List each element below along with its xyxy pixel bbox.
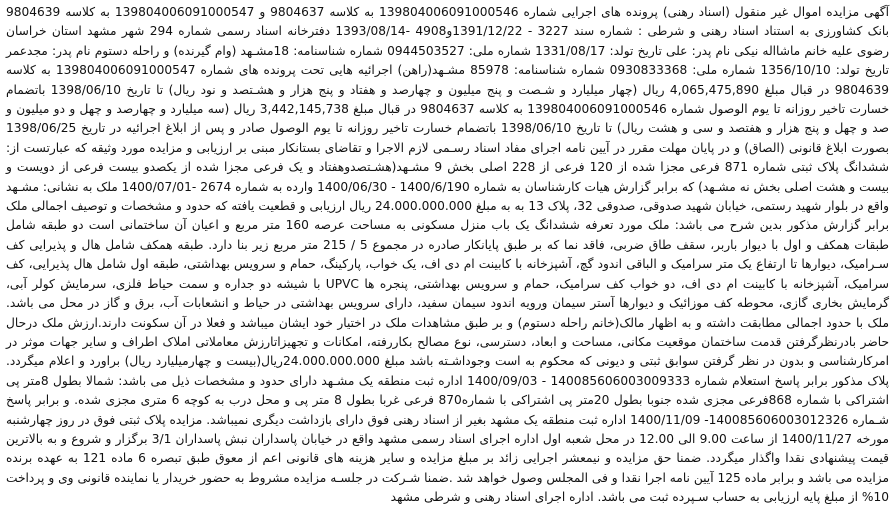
notice-body-text: آگهی مزایده اموال غیر منقول (اسناد رهنی) پرونده های اجرایی شماره 139804006091000546 به کلاسه 9804637 و 139804006091000547 به کلاسه 9804639 بانک کشاورزی به استناد اسناد رهنی و شرطی : شماره سند 3227 - 1391/12/22و4908 -1393/08/14 دفترخانه اسناد رسمی شماره 294 شهر مشهد استان خراسان رضوی علیه خانم ماشااله نیکی نام پدر: علی تاریخ تولد: 1331/08/17 شماره ملی: 0944503527 شماره شناسنامه: 18مشـهد (وام گیرنده) و راحله دستوم نام پدر: مجدعمر تاریخ تولد: 1356/10/10 شماره ملی: 0930833368 شماره شناسنامه: 85978 مشـهد(راهن) اجرائیه هایی تحت پرونده های شماره 139804006091000547 به کلاسه 9804639 در قبال مبلغ 4,065,475,890 ریال (چهار میلیارد و شـصت و پنج میلیون و چهارصد و هفتاد و پنج هزار و هشـتصد و نود ریال) تا تاریخ 1398/06/10 باتضمام خسارت تاخیر روزانه تا یوم الوصول شماره 139804006091000546 به کلاسه 9804637 در قبال مبلغ 3,442,145,738 ریال (سه میلیارد و چهارصد و چهل و دو میلیون و صد و چهل و پنج هزار و هفتصد و سی و هشت ریال) تا تاریخ 1398/06/10 باتضمام خسارت تاخیر روزانه تا یوم الوصول صادر و پس از ابلاغ اجرائیه در تاریخ 1398/06/25 بصورت ابلاغ قانونی (الصاق) و در پایان مهلت مقرر در آیین نامه اجرای مفاد اسناد رسـمی لازم الاجرا و تقاضای بستانکار مبنی بر ارزیابی و مزایده مورد وثیقه که عبارتست از: ششدانگ پلاک ثبتی شماره 871 فرعی مجزا شده از 120 فرعی از 228 اصلی بخش 9 مشـهد(هشـتصدوهفتاد و یک فرعی مجزا شده از یکصدو بیست فرعی از دویست و بیست و هشت اصلی بخش نه مشـهد) که برابر گزارش هیات کارشناسان به شماره 1400/6/190 - 1400/06/30 وارده به شماره 2674 -1400/07/01 ملک به نشانی: مشـهد واقع در بلوار شهید رستمی، خیابان شهید صدوقی، صدوقی 32، پلاک 13 به به مبلغ 24.000.000.000 ریال ارزیابی و قطعیت یافته که حدود و مشخصات و توصیف اجمالی ملک برابر گزارش مذکور بدین شرح می باشد: ملک مورد تعرفه ششدانگ یک باب منزل مسکونی به مساحت عرصه 160 متر مربع و اعیان آن ساختمانی است دو طبقه شامل طبقات همکف و اول با دیوار باربر، سقف طاق ضربی، فاقد نما که بر طبق پایانکار صادره در مجموع 5 / 215 متر مربع زیر بنا دارد. طبقه همکف شامل هال و پذیرایی کف سـرامیک، دیوارها تا ارتفاع یک متر سرامیک و الباقی اندود گچ، آشپزخانه با کابینت ام دی اف، یک خواب، پارکینگ، حمام و سرویس بهداشتی، طبقه اول شامل هال پذیرایی، کف سرامیک، آشپزخانه با کابینت ام دی اف، دو خواب کف سرامیک، حمام و سرویس بهداشتی، پنجره ها UPVC با شیشه دو جداره و سمت حیاط فلزی، سرمایش کولر آبی، گرمایش بخاری گازی، محوطه کف موزائیک و دیوارها آستر سیمان ورویه اندود سیمان سفید، دارای سرویس بهداشتی در حیاط و انشعابات آب، برق و گاز در محل می باشد. ملک با حدود اجمالی مطابقت داشته و به اظهار مالک(خانم راحله دستوم) و بر طبق مشاهدات ملک در اختیار خود ایشان میباشد و فعلا در آن سکونت دارند.ارزش ملک درحال حاضر بادرنظرگرفتن قدمت ساختمان موقعیت مکانی، مساحت و ابعاد، دسترسی، نوع مصالح بکاررفته، امکانات و تجهیزاتارزش معاملاتی املاک اطراف و سایر جهات موثر در امرکارشناسی و بدون در نظر گرفتن سوابق ثبتی و دیونی که محکوم به است وجوداشـته باشد مبلغ 24.000.000.000ریال(بیست و چهارمیلیارد ریال) براورد و اعلام میگردد. پلاک مذکور برابر پاسخ استعلام شماره 140085606003009333 - 1400/09/03 اداره ثبت منطقه یک مشـهد دارای حدود و مشخصات ذیل می باشد: شمالا بطول 8متر پی اشتراکی با شماره 868فرعی مجزی شده جنوبا بطول 20متر پی اشتراکی با شماره870 فرعی غربا بطول 8 متر پی و محل درب به کوچه 6 متری مجزی شده. و برابر پاسخ شـماره 140085606003012326- 1400/11/09 اداره ثبت منطقه یک مشهد بغیر از اسناد رهنی فوق دارای بازداشت دیگری نمیباشد. مزایده پلاک ثبتی فوق در روز چهارشنبه مورخه 1400/11/27 از ساعت 9.00 الی 12.00 در محل شعبه اول اداره اجرای اسناد رسمی مشهد واقع در خیابان پاسداران نبش پاسداران 3/1 برگزار و شروع و به بالاترین قیمت پیشنهادی نقدا واگذار میگردد. ضمنا حق مزایده و نیمعشر اجرایی زائد بر مبلغ مزایده و سایر هزینه های قانونی اعم از معوق طبق تبصره 6 ماده 121 به عهده برنده مزایده می باشد و برابر ماده 125 آیین نامه اجرا نقدا و فی المجلس وصول خواهد شد .ضمنا شـرکت در جلسـه مزایده مشروط به حضور خریدار یا نماینده قانونی وی و پرداخت 10% از مبلغ پایه ارزیابی به حساب سـپرده ثبت می باشد. اداره اجرای اسناد رهنی و شرطی مشهد bbox=[6, 5, 890, 505]
